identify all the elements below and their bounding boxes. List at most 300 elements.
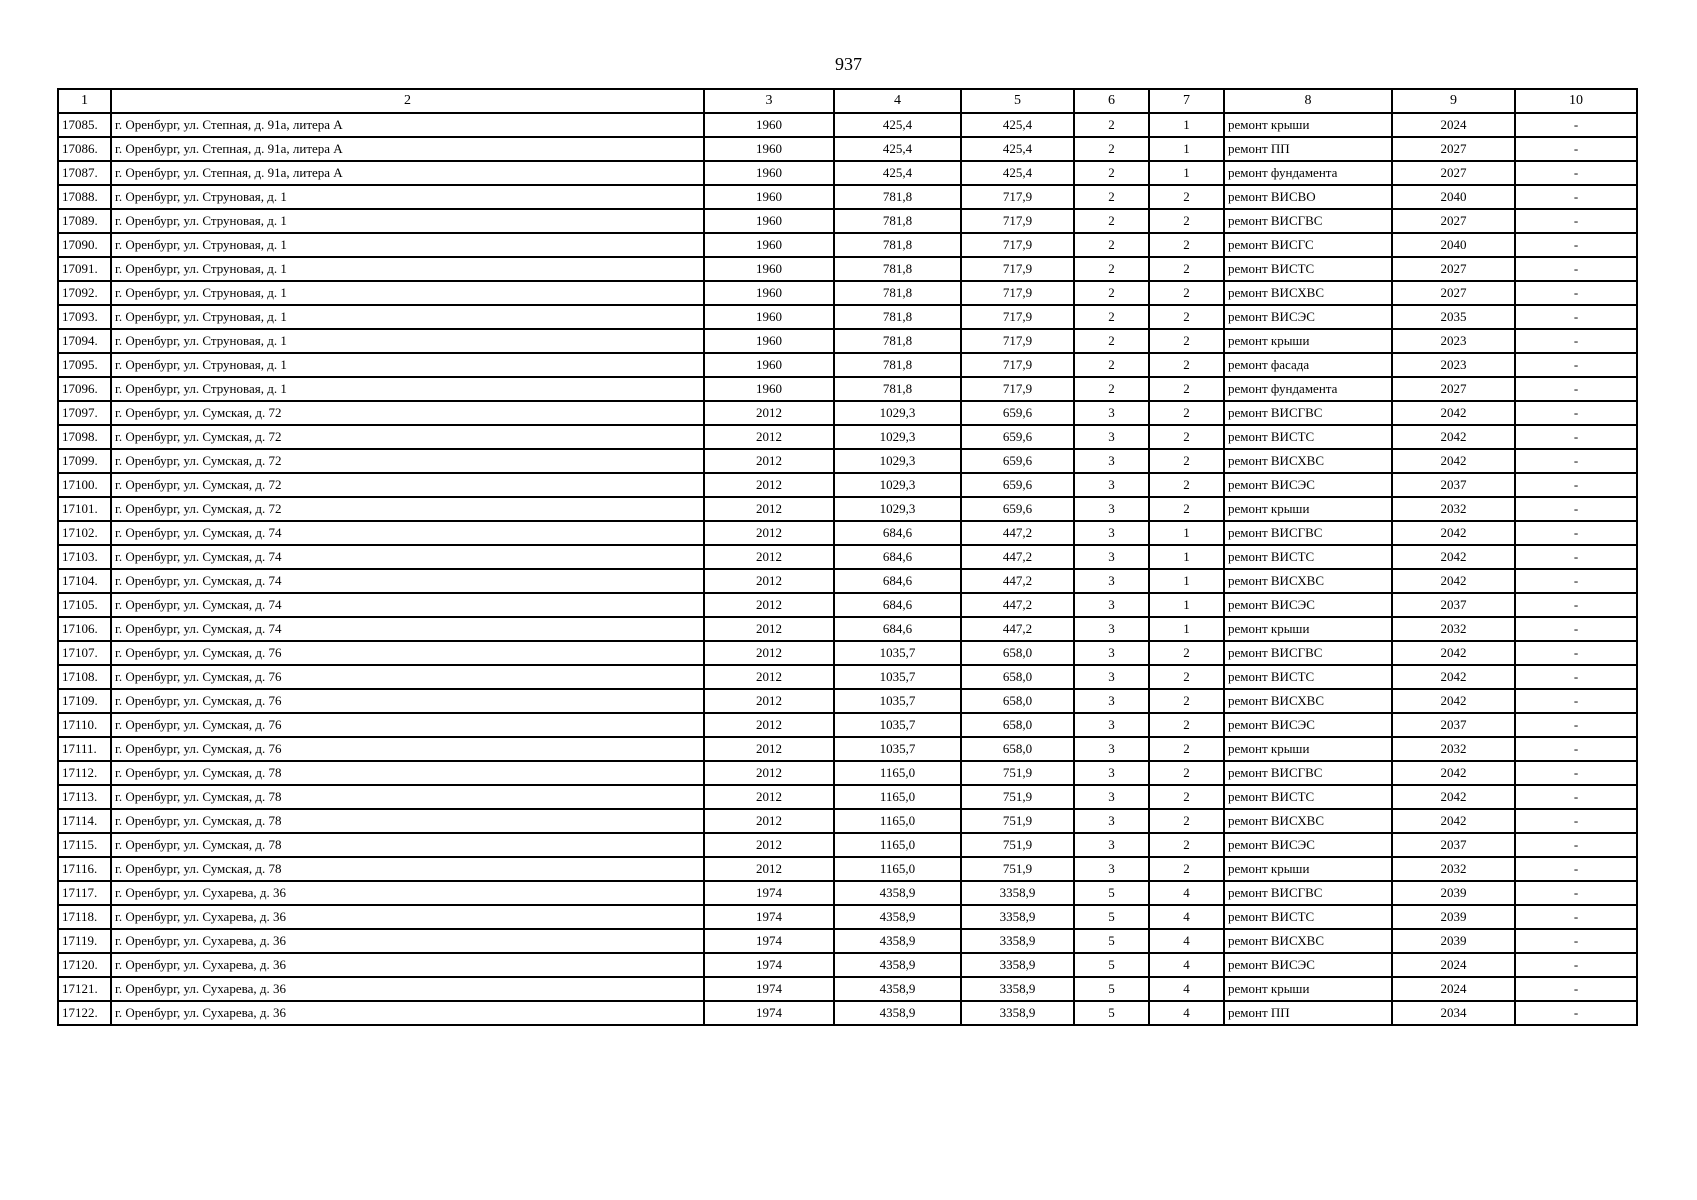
address-cell: г. Оренбург, ул. Сумская, д. 74	[111, 521, 704, 545]
living-area-cell: 425,4	[961, 161, 1074, 185]
entrances-cell: 2	[1149, 281, 1224, 305]
living-area-cell: 447,2	[961, 521, 1074, 545]
column-header: 4	[834, 89, 961, 113]
note-cell: -	[1515, 113, 1637, 137]
planned-year-cell: 2039	[1392, 881, 1515, 905]
living-area-cell: 717,9	[961, 233, 1074, 257]
entrances-cell: 2	[1149, 185, 1224, 209]
note-cell: -	[1515, 833, 1637, 857]
living-area-cell: 3358,9	[961, 929, 1074, 953]
planned-year-cell: 2037	[1392, 473, 1515, 497]
table-row	[58, 929, 1637, 953]
total-area-cell: 425,4	[834, 113, 961, 137]
table-row	[58, 713, 1637, 737]
planned-year-cell: 2042	[1392, 449, 1515, 473]
planned-year-cell: 2027	[1392, 161, 1515, 185]
work-type-cell: ремонт ВИСТС	[1224, 257, 1392, 281]
living-area-cell: 659,6	[961, 473, 1074, 497]
address-cell: г. Оренбург, ул. Сумская, д. 74	[111, 569, 704, 593]
year-cell: 1960	[704, 257, 834, 281]
note-cell: -	[1515, 473, 1637, 497]
year-cell: 2012	[704, 737, 834, 761]
total-area-cell: 781,8	[834, 305, 961, 329]
table-row	[58, 785, 1637, 809]
work-type-cell: ремонт ВИСЭС	[1224, 593, 1392, 617]
note-cell: -	[1515, 953, 1637, 977]
work-type-cell: ремонт фундамента	[1224, 377, 1392, 401]
row-number-cell: 17098.	[58, 425, 111, 449]
note-cell: -	[1515, 233, 1637, 257]
address-cell: г. Оренбург, ул. Струновая, д. 1	[111, 209, 704, 233]
table-row	[58, 185, 1637, 209]
work-type-cell: ремонт ВИСТС	[1224, 425, 1392, 449]
floors-cell: 3	[1074, 857, 1149, 881]
floors-cell: 3	[1074, 737, 1149, 761]
planned-year-cell: 2042	[1392, 809, 1515, 833]
address-cell: г. Оренбург, ул. Сумская, д. 76	[111, 737, 704, 761]
total-area-cell: 1029,3	[834, 425, 961, 449]
floors-cell: 5	[1074, 1001, 1149, 1025]
row-number-cell: 17104.	[58, 569, 111, 593]
year-cell: 1960	[704, 113, 834, 137]
living-area-cell: 751,9	[961, 809, 1074, 833]
table-row	[58, 593, 1637, 617]
entrances-cell: 2	[1149, 209, 1224, 233]
table-row	[58, 857, 1637, 881]
column-header: 8	[1224, 89, 1392, 113]
year-cell: 2012	[704, 521, 834, 545]
work-type-cell: ремонт ВИСХВС	[1224, 689, 1392, 713]
floors-cell: 2	[1074, 137, 1149, 161]
row-number-cell: 17115.	[58, 833, 111, 857]
year-cell: 2012	[704, 809, 834, 833]
planned-year-cell: 2032	[1392, 617, 1515, 641]
floors-cell: 3	[1074, 401, 1149, 425]
address-cell: г. Оренбург, ул. Сумская, д. 78	[111, 761, 704, 785]
work-type-cell: ремонт ВИСТС	[1224, 665, 1392, 689]
total-area-cell: 781,8	[834, 329, 961, 353]
total-area-cell: 1029,3	[834, 449, 961, 473]
living-area-cell: 751,9	[961, 833, 1074, 857]
total-area-cell: 781,8	[834, 377, 961, 401]
address-cell: г. Оренбург, ул. Струновая, д. 1	[111, 377, 704, 401]
living-area-cell: 658,0	[961, 737, 1074, 761]
living-area-cell: 659,6	[961, 401, 1074, 425]
year-cell: 2012	[704, 833, 834, 857]
planned-year-cell: 2037	[1392, 833, 1515, 857]
year-cell: 2012	[704, 689, 834, 713]
entrances-cell: 2	[1149, 689, 1224, 713]
entrances-cell: 2	[1149, 449, 1224, 473]
planned-year-cell: 2034	[1392, 1001, 1515, 1025]
table-row	[58, 113, 1637, 137]
address-cell: г. Оренбург, ул. Струновая, д. 1	[111, 233, 704, 257]
work-type-cell: ремонт ВИСЭС	[1224, 953, 1392, 977]
table-row	[58, 425, 1637, 449]
entrances-cell: 2	[1149, 257, 1224, 281]
floors-cell: 2	[1074, 353, 1149, 377]
living-area-cell: 447,2	[961, 569, 1074, 593]
row-number-cell: 17097.	[58, 401, 111, 425]
living-area-cell: 659,6	[961, 497, 1074, 521]
note-cell: -	[1515, 977, 1637, 1001]
floors-cell: 3	[1074, 593, 1149, 617]
floors-cell: 5	[1074, 929, 1149, 953]
year-cell: 1974	[704, 977, 834, 1001]
entrances-cell: 1	[1149, 113, 1224, 137]
year-cell: 2012	[704, 569, 834, 593]
note-cell: -	[1515, 137, 1637, 161]
note-cell: -	[1515, 281, 1637, 305]
floors-cell: 3	[1074, 473, 1149, 497]
floors-cell: 5	[1074, 977, 1149, 1001]
living-area-cell: 658,0	[961, 641, 1074, 665]
work-type-cell: ремонт крыши	[1224, 497, 1392, 521]
planned-year-cell: 2027	[1392, 209, 1515, 233]
planned-year-cell: 2027	[1392, 281, 1515, 305]
total-area-cell: 4358,9	[834, 905, 961, 929]
note-cell: -	[1515, 593, 1637, 617]
address-cell: г. Оренбург, ул. Сумская, д. 76	[111, 689, 704, 713]
year-cell: 2012	[704, 497, 834, 521]
column-header: 6	[1074, 89, 1149, 113]
total-area-cell: 781,8	[834, 185, 961, 209]
note-cell: -	[1515, 257, 1637, 281]
year-cell: 1960	[704, 281, 834, 305]
total-area-cell: 684,6	[834, 569, 961, 593]
entrances-cell: 1	[1149, 521, 1224, 545]
planned-year-cell: 2042	[1392, 545, 1515, 569]
work-type-cell: ремонт ВИСГВС	[1224, 881, 1392, 905]
planned-year-cell: 2042	[1392, 665, 1515, 689]
work-type-cell: ремонт ВИСГВС	[1224, 641, 1392, 665]
work-type-cell: ремонт крыши	[1224, 857, 1392, 881]
note-cell: -	[1515, 401, 1637, 425]
living-area-cell: 717,9	[961, 377, 1074, 401]
address-cell: г. Оренбург, ул. Сухарева, д. 36	[111, 1001, 704, 1025]
table-row	[58, 137, 1637, 161]
table-row	[58, 545, 1637, 569]
floors-cell: 2	[1074, 377, 1149, 401]
floors-cell: 5	[1074, 905, 1149, 929]
address-cell: г. Оренбург, ул. Сумская, д. 76	[111, 665, 704, 689]
entrances-cell: 1	[1149, 545, 1224, 569]
floors-cell: 2	[1074, 305, 1149, 329]
row-number-cell: 17101.	[58, 497, 111, 521]
address-cell: г. Оренбург, ул. Степная, д. 91а, литера А	[111, 137, 704, 161]
work-type-cell: ремонт крыши	[1224, 329, 1392, 353]
work-type-cell: ремонт фасада	[1224, 353, 1392, 377]
living-area-cell: 659,6	[961, 449, 1074, 473]
planned-year-cell: 2042	[1392, 641, 1515, 665]
living-area-cell: 3358,9	[961, 1001, 1074, 1025]
table-row	[58, 377, 1637, 401]
address-cell: г. Оренбург, ул. Сумская, д. 72	[111, 473, 704, 497]
entrances-cell: 2	[1149, 761, 1224, 785]
address-cell: г. Оренбург, ул. Сумская, д. 76	[111, 713, 704, 737]
table-row	[58, 905, 1637, 929]
work-type-cell: ремонт ВИСЭС	[1224, 713, 1392, 737]
row-number-cell: 17102.	[58, 521, 111, 545]
floors-cell: 3	[1074, 713, 1149, 737]
table-row	[58, 665, 1637, 689]
row-number-cell: 17093.	[58, 305, 111, 329]
floors-cell: 2	[1074, 209, 1149, 233]
note-cell: -	[1515, 713, 1637, 737]
table-row	[58, 1001, 1637, 1025]
row-number-cell: 17085.	[58, 113, 111, 137]
planned-year-cell: 2032	[1392, 857, 1515, 881]
living-area-cell: 425,4	[961, 137, 1074, 161]
living-area-cell: 659,6	[961, 425, 1074, 449]
entrances-cell: 2	[1149, 473, 1224, 497]
row-number-cell: 17106.	[58, 617, 111, 641]
row-number-cell: 17103.	[58, 545, 111, 569]
row-number-cell: 17118.	[58, 905, 111, 929]
address-cell: г. Оренбург, ул. Струновая, д. 1	[111, 353, 704, 377]
year-cell: 1974	[704, 929, 834, 953]
total-area-cell: 1035,7	[834, 713, 961, 737]
entrances-cell: 4	[1149, 1001, 1224, 1025]
entrances-cell: 4	[1149, 929, 1224, 953]
column-header: 10	[1515, 89, 1637, 113]
entrances-cell: 2	[1149, 737, 1224, 761]
note-cell: -	[1515, 881, 1637, 905]
planned-year-cell: 2042	[1392, 521, 1515, 545]
note-cell: -	[1515, 641, 1637, 665]
total-area-cell: 4358,9	[834, 881, 961, 905]
total-area-cell: 1035,7	[834, 641, 961, 665]
floors-cell: 3	[1074, 497, 1149, 521]
note-cell: -	[1515, 425, 1637, 449]
row-number-cell: 17114.	[58, 809, 111, 833]
living-area-cell: 447,2	[961, 545, 1074, 569]
year-cell: 1960	[704, 377, 834, 401]
table-row	[58, 977, 1637, 1001]
entrances-cell: 2	[1149, 329, 1224, 353]
row-number-cell: 17090.	[58, 233, 111, 257]
total-area-cell: 1029,3	[834, 401, 961, 425]
year-cell: 2012	[704, 401, 834, 425]
planned-year-cell: 2039	[1392, 905, 1515, 929]
note-cell: -	[1515, 1001, 1637, 1025]
address-cell: г. Оренбург, ул. Сумская, д. 78	[111, 857, 704, 881]
column-header: 9	[1392, 89, 1515, 113]
work-type-cell: ремонт крыши	[1224, 737, 1392, 761]
floors-cell: 5	[1074, 953, 1149, 977]
planned-year-cell: 2042	[1392, 569, 1515, 593]
note-cell: -	[1515, 929, 1637, 953]
year-cell: 2012	[704, 593, 834, 617]
entrances-cell: 1	[1149, 161, 1224, 185]
entrances-cell: 1	[1149, 593, 1224, 617]
address-cell: г. Оренбург, ул. Сухарева, д. 36	[111, 977, 704, 1001]
entrances-cell: 4	[1149, 905, 1224, 929]
floors-cell: 5	[1074, 881, 1149, 905]
row-number-cell: 17113.	[58, 785, 111, 809]
living-area-cell: 717,9	[961, 185, 1074, 209]
floors-cell: 3	[1074, 545, 1149, 569]
note-cell: -	[1515, 809, 1637, 833]
note-cell: -	[1515, 305, 1637, 329]
total-area-cell: 684,6	[834, 521, 961, 545]
planned-year-cell: 2040	[1392, 233, 1515, 257]
total-area-cell: 1165,0	[834, 833, 961, 857]
note-cell: -	[1515, 329, 1637, 353]
floors-cell: 3	[1074, 689, 1149, 713]
entrances-cell: 1	[1149, 137, 1224, 161]
note-cell: -	[1515, 209, 1637, 233]
total-area-cell: 684,6	[834, 545, 961, 569]
planned-year-cell: 2039	[1392, 929, 1515, 953]
work-type-cell: ремонт крыши	[1224, 977, 1392, 1001]
note-cell: -	[1515, 185, 1637, 209]
work-type-cell: ремонт ВИСГС	[1224, 233, 1392, 257]
entrances-cell: 2	[1149, 401, 1224, 425]
living-area-cell: 425,4	[961, 113, 1074, 137]
row-number-cell: 17096.	[58, 377, 111, 401]
work-type-cell: ремонт ВИСГВС	[1224, 401, 1392, 425]
table-row	[58, 401, 1637, 425]
total-area-cell: 1165,0	[834, 809, 961, 833]
floors-cell: 3	[1074, 833, 1149, 857]
year-cell: 1974	[704, 905, 834, 929]
work-type-cell: ремонт ВИСЭС	[1224, 473, 1392, 497]
entrances-cell: 4	[1149, 953, 1224, 977]
address-cell: г. Оренбург, ул. Степная, д. 91а, литера А	[111, 113, 704, 137]
year-cell: 2012	[704, 785, 834, 809]
planned-year-cell: 2032	[1392, 737, 1515, 761]
table-row	[58, 161, 1637, 185]
planned-year-cell: 2024	[1392, 113, 1515, 137]
year-cell: 1960	[704, 305, 834, 329]
note-cell: -	[1515, 785, 1637, 809]
note-cell: -	[1515, 449, 1637, 473]
living-area-cell: 717,9	[961, 281, 1074, 305]
total-area-cell: 781,8	[834, 281, 961, 305]
table-row	[58, 353, 1637, 377]
entrances-cell: 2	[1149, 305, 1224, 329]
address-cell: г. Оренбург, ул. Сухарева, д. 36	[111, 953, 704, 977]
work-type-cell: ремонт ВИСВО	[1224, 185, 1392, 209]
total-area-cell: 425,4	[834, 161, 961, 185]
year-cell: 2012	[704, 449, 834, 473]
table-row	[58, 497, 1637, 521]
row-number-cell: 17120.	[58, 953, 111, 977]
entrances-cell: 2	[1149, 641, 1224, 665]
address-cell: г. Оренбург, ул. Степная, д. 91а, литера А	[111, 161, 704, 185]
entrances-cell: 2	[1149, 809, 1224, 833]
work-type-cell: ремонт ВИСТС	[1224, 905, 1392, 929]
row-number-cell: 17116.	[58, 857, 111, 881]
year-cell: 1960	[704, 353, 834, 377]
work-type-cell: ремонт ВИСТС	[1224, 785, 1392, 809]
row-number-cell: 17111.	[58, 737, 111, 761]
year-cell: 2012	[704, 545, 834, 569]
work-type-cell: ремонт ВИСЭС	[1224, 305, 1392, 329]
floors-cell: 3	[1074, 641, 1149, 665]
address-cell: г. Оренбург, ул. Сумская, д. 78	[111, 809, 704, 833]
floors-cell: 3	[1074, 761, 1149, 785]
row-number-cell: 17094.	[58, 329, 111, 353]
table-row	[58, 641, 1637, 665]
row-number-cell: 17089.	[58, 209, 111, 233]
planned-year-cell: 2027	[1392, 377, 1515, 401]
row-number-cell: 17095.	[58, 353, 111, 377]
total-area-cell: 1035,7	[834, 737, 961, 761]
note-cell: -	[1515, 689, 1637, 713]
work-type-cell: ремонт фундамента	[1224, 161, 1392, 185]
table-body	[58, 113, 1637, 1025]
table-row	[58, 833, 1637, 857]
work-type-cell: ремонт ВИСХВС	[1224, 569, 1392, 593]
table-row	[58, 881, 1637, 905]
table-row	[58, 569, 1637, 593]
entrances-cell: 2	[1149, 233, 1224, 257]
total-area-cell: 4358,9	[834, 1001, 961, 1025]
address-cell: г. Оренбург, ул. Струновая, д. 1	[111, 305, 704, 329]
address-cell: г. Оренбург, ул. Струновая, д. 1	[111, 185, 704, 209]
table-row	[58, 689, 1637, 713]
living-area-cell: 717,9	[961, 305, 1074, 329]
row-number-cell: 17099.	[58, 449, 111, 473]
entrances-cell: 4	[1149, 881, 1224, 905]
total-area-cell: 781,8	[834, 233, 961, 257]
floors-cell: 3	[1074, 569, 1149, 593]
living-area-cell: 717,9	[961, 209, 1074, 233]
note-cell: -	[1515, 353, 1637, 377]
address-cell: г. Оренбург, ул. Сумская, д. 76	[111, 641, 704, 665]
address-cell: г. Оренбург, ул. Сухарева, д. 36	[111, 881, 704, 905]
total-area-cell: 684,6	[834, 593, 961, 617]
table-row	[58, 329, 1637, 353]
floors-cell: 2	[1074, 185, 1149, 209]
row-number-cell: 17122.	[58, 1001, 111, 1025]
year-cell: 2012	[704, 761, 834, 785]
row-number-cell: 17105.	[58, 593, 111, 617]
address-cell: г. Оренбург, ул. Сухарева, д. 36	[111, 929, 704, 953]
planned-year-cell: 2023	[1392, 353, 1515, 377]
row-number-cell: 17119.	[58, 929, 111, 953]
row-number-cell: 17121.	[58, 977, 111, 1001]
address-cell: г. Оренбург, ул. Струновая, д. 1	[111, 281, 704, 305]
year-cell: 1960	[704, 209, 834, 233]
year-cell: 2012	[704, 857, 834, 881]
entrances-cell: 2	[1149, 857, 1224, 881]
note-cell: -	[1515, 161, 1637, 185]
row-number-cell: 17086.	[58, 137, 111, 161]
table-row	[58, 449, 1637, 473]
planned-year-cell: 2024	[1392, 977, 1515, 1001]
year-cell: 2012	[704, 617, 834, 641]
note-cell: -	[1515, 665, 1637, 689]
living-area-cell: 751,9	[961, 857, 1074, 881]
work-type-cell: ремонт ВИСХВС	[1224, 449, 1392, 473]
address-cell: г. Оренбург, ул. Сумская, д. 74	[111, 545, 704, 569]
floors-cell: 3	[1074, 521, 1149, 545]
living-area-cell: 447,2	[961, 617, 1074, 641]
total-area-cell: 1035,7	[834, 689, 961, 713]
living-area-cell: 717,9	[961, 257, 1074, 281]
living-area-cell: 447,2	[961, 593, 1074, 617]
note-cell: -	[1515, 569, 1637, 593]
row-number-cell: 17087.	[58, 161, 111, 185]
work-type-cell: ремонт крыши	[1224, 617, 1392, 641]
column-header: 5	[961, 89, 1074, 113]
living-area-cell: 717,9	[961, 329, 1074, 353]
year-cell: 1974	[704, 1001, 834, 1025]
floors-cell: 2	[1074, 281, 1149, 305]
